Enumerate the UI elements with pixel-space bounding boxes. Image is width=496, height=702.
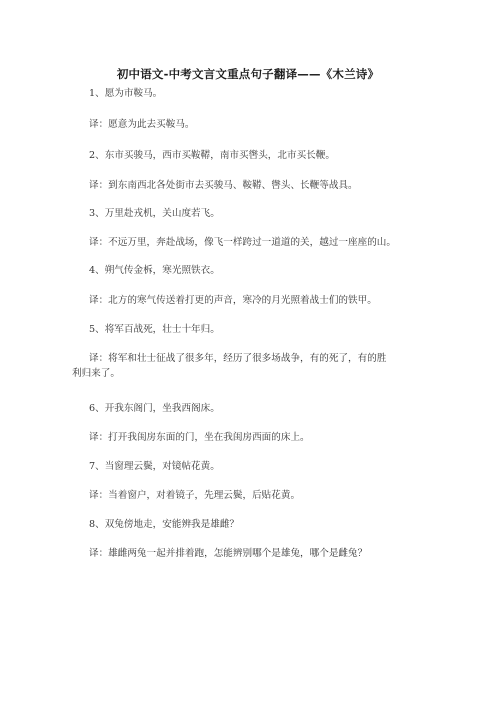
item-2-translation: 译：到东南西北各处街市去买骏马、鞍鞯、辔头、长鞭等战具。	[89, 180, 358, 191]
item-7-original: 7、当窗理云鬓，对镜帖花黄。	[89, 461, 220, 472]
item-5-translation: 译：将军和壮士征战了很多年，经历了很多场战争，有的死了，有的胜利归来了。	[72, 353, 387, 379]
item-4-translation: 译：北方的寒气传送着打更的声音，寒冷的月光照着战士们的铁甲。	[89, 295, 377, 306]
item-3-translation: 译：不远万里，奔赴战场，像飞一样跨过一道道的关，越过一座座的山。	[89, 237, 396, 248]
item-8-original: 8、双兔傍地走，安能辨我是雄雌？	[89, 519, 240, 530]
item-4-original: 4、朔气传金柝，寒光照铁衣。	[89, 265, 220, 276]
item-3-original: 3、万里赴戎机，关山度若飞。	[89, 208, 220, 219]
item-7-translation: 译：当着窗户，对着镜子，先理云鬓，后贴花黄。	[89, 490, 301, 501]
item-1-translation: 译：愿意为此去买鞍马。	[89, 119, 195, 130]
item-2-original: 2、东市买骏马，西市买鞍鞯，南市买辔头，北市买长鞭。	[89, 150, 335, 161]
item-5-original: 5、将军百战死，壮士十年归。	[89, 324, 220, 335]
item-1-original: 1、愿为市鞍马。	[89, 88, 163, 99]
item-6-translation: 译：打开我闺房东面的门，坐在我闺房西面的床上。	[89, 432, 310, 443]
item-8-translation: 译：雄雌两兔一起并排着跑，怎能辨别哪个是雄兔，哪个是雌兔？	[89, 548, 368, 559]
document-title: 初中语文-中考文言文重点句子翻译——《木兰诗》	[116, 67, 380, 81]
item-6-original: 6、开我东阁门，坐我西阁床。	[89, 403, 220, 414]
